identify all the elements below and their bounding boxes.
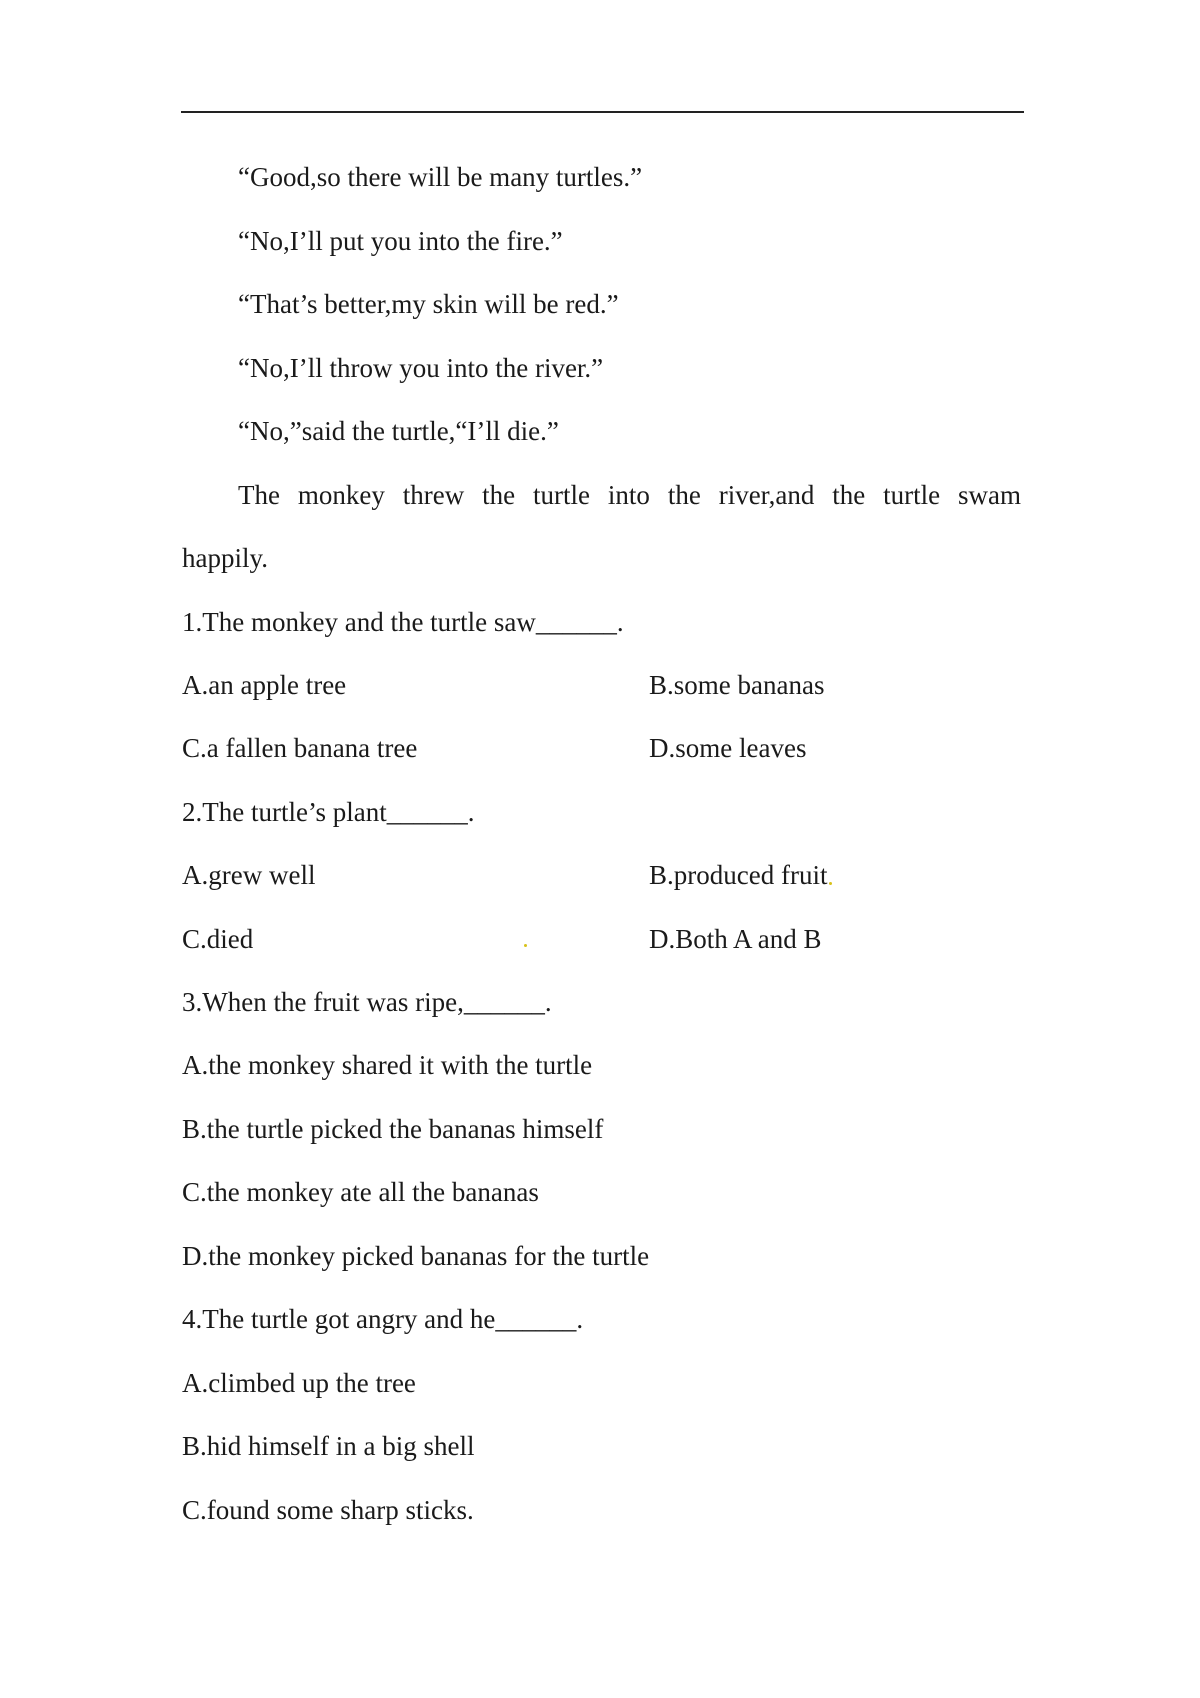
- scan-speck: [524, 944, 527, 947]
- story-word: river,and: [718, 480, 815, 510]
- question-stem: 2.The turtle’s plant______.: [182, 797, 475, 827]
- question-option: C.found some sharp sticks.: [182, 1495, 474, 1525]
- question-option: D.some leaves: [649, 733, 807, 763]
- question-stem: 1.The monkey and the turtle saw______.: [182, 607, 624, 637]
- question-option: B.some bananas: [649, 670, 825, 700]
- question-option: B.hid himself in a big shell: [182, 1431, 475, 1461]
- question-option: A.grew well: [182, 860, 316, 890]
- story-word: turtle: [533, 480, 591, 510]
- story-final-paragraph-line: happily.: [182, 543, 268, 573]
- question-option: D.the monkey picked bananas for the turtle: [182, 1241, 650, 1271]
- question-option: A.climbed up the tree: [182, 1368, 416, 1398]
- question-option: B.produced fruit: [649, 860, 828, 890]
- header-rule: [181, 111, 1024, 113]
- story-final-paragraph-line: [238, 478, 1021, 512]
- question-option: D.Both A and B: [649, 924, 822, 954]
- question-stem: 3.When the fruit was ripe,______.: [182, 987, 552, 1017]
- question-option: C.a fallen banana tree: [182, 733, 418, 763]
- story-line: “Good,so there will be many turtles.”: [238, 162, 643, 192]
- question-stem: 4.The turtle got angry and he______.: [182, 1304, 584, 1334]
- story-line: “That’s better,my skin will be red.”: [238, 289, 619, 319]
- story-line: “No,I’ll put you into the fire.”: [238, 226, 563, 256]
- story-word: the: [832, 480, 866, 510]
- story-word: turtle: [883, 480, 941, 510]
- question-option: C.the monkey ate all the bananas: [182, 1177, 539, 1207]
- story-word: into: [607, 480, 650, 510]
- story-word: monkey: [297, 480, 385, 510]
- question-option: B.the turtle picked the bananas himself: [182, 1114, 604, 1144]
- scan-speck: [829, 882, 832, 885]
- story-word: the: [482, 480, 516, 510]
- story-word: swam: [957, 480, 1021, 510]
- story-word: The: [238, 480, 280, 510]
- story-word: the: [667, 480, 701, 510]
- question-option: A.the monkey shared it with the turtle: [182, 1050, 593, 1080]
- story-line: “No,I’ll throw you into the river.”: [238, 353, 604, 383]
- question-option: A.an apple tree: [182, 670, 347, 700]
- story-word: threw: [402, 480, 465, 510]
- question-option: C.died: [182, 924, 254, 954]
- story-line: “No,”said the turtle,“I’ll die.”: [238, 416, 559, 446]
